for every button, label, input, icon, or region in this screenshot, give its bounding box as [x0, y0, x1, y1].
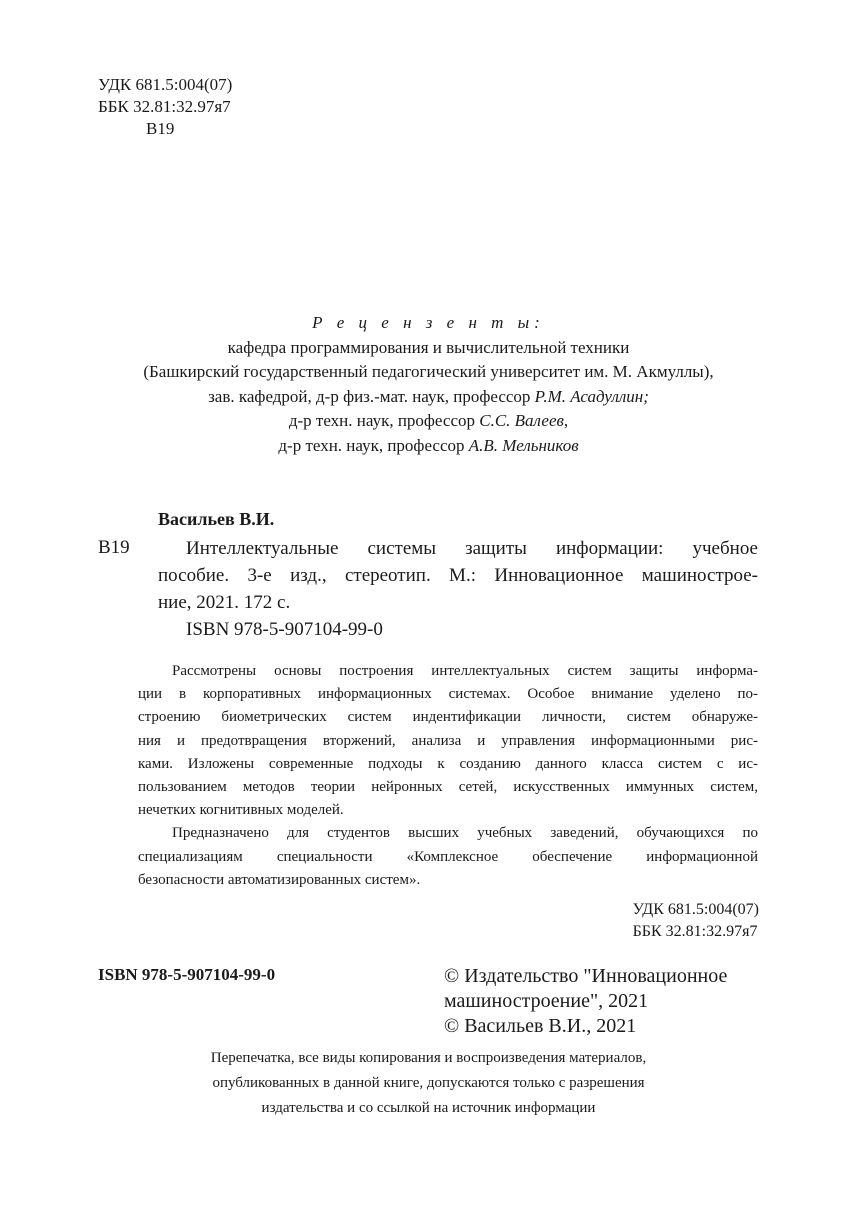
notice-line: издательства и со ссылкой на источник информации [261, 1100, 596, 1116]
author-mark: В19 [146, 119, 175, 138]
udk-code: УДК 681.5:004(07) [632, 901, 759, 918]
reviewer-title: зав. кафедрой, д-р физ.-мат. наук, профессор [208, 386, 535, 406]
reviewer-title: д-р техн. наук, профессор [288, 411, 480, 430]
bib-line: пособие. 3-е изд., стереотип. М.: Инновационное машинострое- [158, 565, 758, 586]
reviewer-line [0, 434, 857, 459]
reviewer-line [0, 409, 857, 434]
reviewer-line: кафедра программирования и вычислительной техники [227, 337, 630, 357]
bbk-code: ББК 32.81:32.97я7 [632, 922, 758, 940]
abstract-line: безопасности автоматизированных систем». [138, 871, 421, 888]
reviewer-punct: , [563, 411, 569, 430]
abstract-line: специализациям специальности «Комплексное обеспечение информационной [138, 848, 758, 865]
bib-isbn: ISBN 978-5-907104-99-0 [186, 619, 383, 640]
reviewer-name: А.В. Мельников [468, 435, 579, 455]
reviewer-title: д-р техн. наук, профессор [278, 435, 469, 455]
copyright-line: © Васильев В.И., 2021 [444, 1015, 637, 1037]
notice-line: опубликованных в данной книге, допускаются только с разрешения [212, 1075, 645, 1091]
classification-block [98, 74, 232, 140]
copyright-line: машиностроение", 2021 [444, 990, 649, 1012]
notice-line: Перепечатка, все виды копирования и воспроизведения материалов, [210, 1050, 647, 1066]
abstract-line: Предназначено для студентов высших учебных заведений, обучающихся по [172, 825, 758, 842]
abstract-line: нечетких когнитивных моделей. [138, 802, 344, 819]
abstract-line: пользованием методов теории нейронных сетей, искусственных иммунных систем, [138, 779, 758, 796]
reviewer-name: Р.М. Асадуллин; [534, 386, 649, 406]
bibliographic-description [158, 535, 758, 643]
reviewer-line: (Башкирский государственный педагогический университет им. М. Акмуллы), [143, 362, 714, 381]
reviewer-name: С.С. Валеев [479, 411, 564, 430]
copyright-block [444, 964, 727, 1039]
author-name: Васильев В.И. [158, 509, 275, 529]
bbk-code: ББК 32.81:32.97я7 [98, 97, 231, 116]
reprint-notice [0, 1046, 857, 1121]
reviewers-block [0, 311, 857, 458]
abstract-line: ния и предотвращения вторжений, анализа и управления информационными рис- [138, 732, 758, 749]
abstract-line: Рассмотрены основы построения интеллектуальных систем защиты информа- [172, 663, 758, 679]
bib-line: Интеллектуальные системы защиты информации: учебное [186, 538, 758, 559]
bibliographic-code: В19 [98, 537, 130, 558]
reviewer-line [0, 385, 857, 410]
annotation [138, 660, 758, 892]
bib-line: ние, 2021. 172 с. [158, 592, 291, 613]
classification-footer [633, 899, 759, 942]
abstract-line: строению биометрических систем индентификации личности, систем обнаруже- [138, 709, 758, 726]
reviewers-heading: Р е ц е н з е н т ы: [312, 313, 545, 332]
copyright-line: © Издательство "Инновационное [444, 965, 728, 987]
udk-code: УДК 681.5:004(07) [98, 75, 233, 94]
abstract-line: ками. Изложены современные подходы к созданию данного класса систем с ис- [138, 755, 758, 772]
isbn: ISBN 978-5-907104-99-0 [98, 965, 276, 984]
abstract-line: ции в корпоративных информационных системах. Особое внимание уделено по- [138, 686, 758, 703]
